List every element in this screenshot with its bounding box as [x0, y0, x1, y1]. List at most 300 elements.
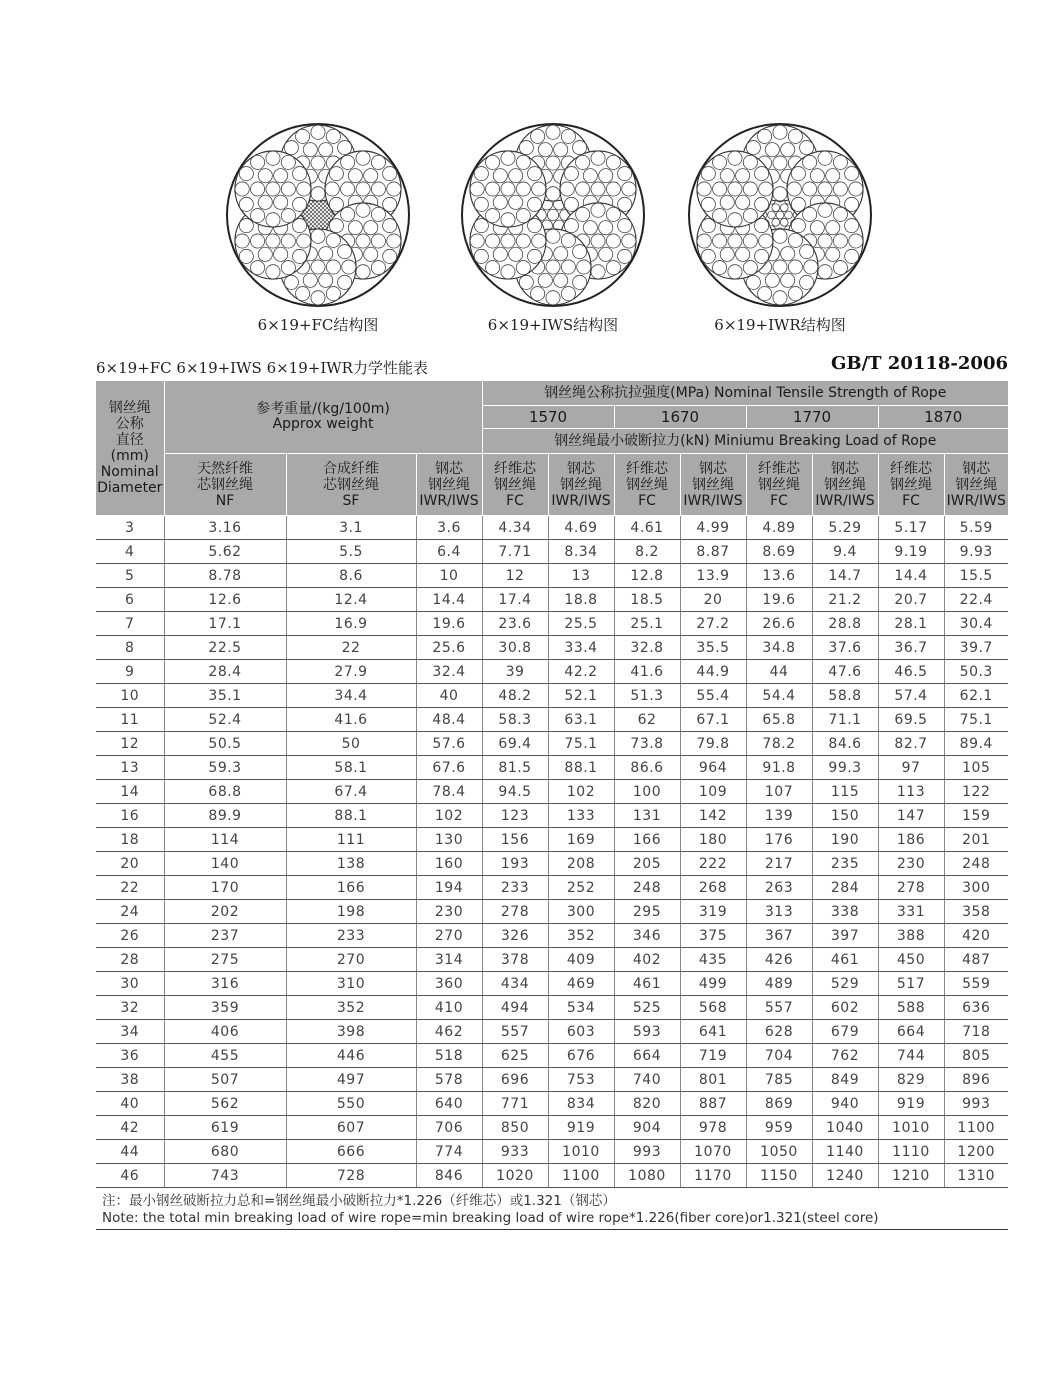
- column-header: 钢芯 钢丝绳 IWR/IWS: [944, 454, 1008, 516]
- value-cell: 109: [680, 780, 746, 804]
- table-row: [96, 588, 1008, 612]
- value-cell: 1050: [746, 1140, 812, 1164]
- value-cell: 1010: [548, 1140, 614, 1164]
- table-row: [96, 564, 1008, 588]
- value-cell: 319: [680, 900, 746, 924]
- value-cell: 139: [746, 804, 812, 828]
- table-row: [96, 684, 1008, 708]
- value-cell: 1100: [944, 1116, 1008, 1140]
- value-cell: 636: [944, 996, 1008, 1020]
- diameter-cell: 26: [96, 924, 164, 948]
- column-header: 纤维芯 钢丝绳 FC: [482, 454, 548, 516]
- value-cell: 22.5: [164, 636, 286, 660]
- value-cell: 1140: [812, 1140, 878, 1164]
- diagram-iwr: [670, 120, 890, 335]
- value-cell: 446: [286, 1044, 416, 1068]
- table-row: [96, 972, 1008, 996]
- diameter-cell: 13: [96, 756, 164, 780]
- table-row: [96, 1116, 1008, 1140]
- table-row: [96, 876, 1008, 900]
- value-cell: 1170: [680, 1164, 746, 1188]
- value-cell: 9.4: [812, 540, 878, 564]
- value-cell: 186: [878, 828, 944, 852]
- value-cell: 904: [614, 1116, 680, 1140]
- column-header: 合成纤维 芯钢丝绳 SF: [286, 454, 416, 516]
- value-cell: 664: [614, 1044, 680, 1068]
- value-cell: 517: [878, 972, 944, 996]
- diameter-cell: 22: [96, 876, 164, 900]
- value-cell: 406: [164, 1020, 286, 1044]
- value-cell: 25.6: [416, 636, 482, 660]
- value-cell: 4.99: [680, 516, 746, 540]
- value-cell: 525: [614, 996, 680, 1020]
- value-cell: 398: [286, 1020, 416, 1044]
- value-cell: 15.5: [944, 564, 1008, 588]
- value-cell: 138: [286, 852, 416, 876]
- value-cell: 696: [482, 1068, 548, 1092]
- value-cell: 5.5: [286, 540, 416, 564]
- value-cell: 32.8: [614, 636, 680, 660]
- value-cell: 5.29: [812, 516, 878, 540]
- diameter-cell: 9: [96, 660, 164, 684]
- value-cell: 17.1: [164, 612, 286, 636]
- value-cell: 455: [164, 1044, 286, 1068]
- diameter-cell: 40: [96, 1092, 164, 1116]
- value-cell: 719: [680, 1044, 746, 1068]
- value-cell: 388: [878, 924, 944, 948]
- diameter-cell: 4: [96, 540, 164, 564]
- value-cell: 1070: [680, 1140, 746, 1164]
- column-header: 钢芯 钢丝绳 IWR/IWS: [812, 454, 878, 516]
- value-cell: 102: [416, 804, 482, 828]
- value-cell: 679: [812, 1020, 878, 1044]
- diameter-cell: 11: [96, 708, 164, 732]
- value-cell: 743: [164, 1164, 286, 1188]
- value-cell: 75.1: [548, 732, 614, 756]
- value-cell: 367: [746, 924, 812, 948]
- value-cell: 1200: [944, 1140, 1008, 1164]
- value-cell: 625: [482, 1044, 548, 1068]
- value-cell: 7.71: [482, 540, 548, 564]
- table-row: [96, 900, 1008, 924]
- value-cell: 8.87: [680, 540, 746, 564]
- value-cell: 801: [680, 1068, 746, 1092]
- table-row: [96, 636, 1008, 660]
- value-cell: 1150: [746, 1164, 812, 1188]
- value-cell: 964: [680, 756, 746, 780]
- value-cell: 919: [548, 1116, 614, 1140]
- value-cell: 588: [878, 996, 944, 1020]
- value-cell: 91.8: [746, 756, 812, 780]
- value-cell: 63.1: [548, 708, 614, 732]
- diagram-caption: 6×19+IWS结构图: [487, 316, 619, 334]
- value-cell: 32.4: [416, 660, 482, 684]
- value-cell: 4.69: [548, 516, 614, 540]
- value-cell: 42.2: [548, 660, 614, 684]
- value-cell: 12.8: [614, 564, 680, 588]
- diameter-cell: 10: [96, 684, 164, 708]
- value-cell: 8.6: [286, 564, 416, 588]
- value-cell: 58.8: [812, 684, 878, 708]
- value-cell: 534: [548, 996, 614, 1020]
- value-cell: 300: [548, 900, 614, 924]
- value-cell: 728: [286, 1164, 416, 1188]
- value-cell: 25.1: [614, 612, 680, 636]
- value-cell: 22: [286, 636, 416, 660]
- value-cell: 47.6: [812, 660, 878, 684]
- value-cell: 469: [548, 972, 614, 996]
- value-cell: 170: [164, 876, 286, 900]
- diagram-caption: 6×19+IWR结构图: [714, 316, 846, 334]
- value-cell: 375: [680, 924, 746, 948]
- value-cell: 12.4: [286, 588, 416, 612]
- diameter-cell: 18: [96, 828, 164, 852]
- diameter-cell: 16: [96, 804, 164, 828]
- value-cell: 25.5: [548, 612, 614, 636]
- column-header: 钢芯 钢丝绳 IWR/IWS: [548, 454, 614, 516]
- value-cell: 122: [944, 780, 1008, 804]
- value-cell: 762: [812, 1044, 878, 1068]
- table-row: [96, 948, 1008, 972]
- value-cell: 270: [286, 948, 416, 972]
- value-cell: 18.5: [614, 588, 680, 612]
- value-cell: 19.6: [746, 588, 812, 612]
- value-cell: 568: [680, 996, 746, 1020]
- value-cell: 26.6: [746, 612, 812, 636]
- value-cell: 6.4: [416, 540, 482, 564]
- value-cell: 52.1: [548, 684, 614, 708]
- value-cell: 744: [878, 1044, 944, 1068]
- value-cell: 518: [416, 1044, 482, 1068]
- table-row: [96, 708, 1008, 732]
- value-cell: 51.3: [614, 684, 680, 708]
- value-cell: 230: [416, 900, 482, 924]
- table-row: [96, 924, 1008, 948]
- grade-header: 1570: [482, 406, 614, 429]
- table-row: [96, 780, 1008, 804]
- value-cell: 23.6: [482, 612, 548, 636]
- diameter-cell: 14: [96, 780, 164, 804]
- value-cell: 5.62: [164, 540, 286, 564]
- value-cell: 111: [286, 828, 416, 852]
- value-cell: 14.4: [878, 564, 944, 588]
- value-cell: 13: [548, 564, 614, 588]
- value-cell: 222: [680, 852, 746, 876]
- value-cell: 434: [482, 972, 548, 996]
- value-cell: 105: [944, 756, 1008, 780]
- diameter-cell: 5: [96, 564, 164, 588]
- value-cell: 160: [416, 852, 482, 876]
- value-cell: 88.1: [286, 804, 416, 828]
- value-cell: 40: [416, 684, 482, 708]
- value-cell: 28.8: [812, 612, 878, 636]
- value-cell: 352: [548, 924, 614, 948]
- diameter-cell: 3: [96, 516, 164, 540]
- value-cell: 771: [482, 1092, 548, 1116]
- value-cell: 81.5: [482, 756, 548, 780]
- value-cell: 36.7: [878, 636, 944, 660]
- value-cell: 774: [416, 1140, 482, 1164]
- value-cell: 18.8: [548, 588, 614, 612]
- value-cell: 9.93: [944, 540, 1008, 564]
- diameter-cell: 42: [96, 1116, 164, 1140]
- value-cell: 846: [416, 1164, 482, 1188]
- value-cell: 67.6: [416, 756, 482, 780]
- value-cell: 14.7: [812, 564, 878, 588]
- value-cell: 156: [482, 828, 548, 852]
- table-row: [96, 732, 1008, 756]
- value-cell: 850: [482, 1116, 548, 1140]
- value-cell: 44: [746, 660, 812, 684]
- grade-header: 1870: [878, 406, 1008, 429]
- value-cell: 397: [812, 924, 878, 948]
- value-cell: 100: [614, 780, 680, 804]
- value-cell: 603: [548, 1020, 614, 1044]
- value-cell: 114: [164, 828, 286, 852]
- value-cell: 22.4: [944, 588, 1008, 612]
- value-cell: 1310: [944, 1164, 1008, 1188]
- value-cell: 3.1: [286, 516, 416, 540]
- value-cell: 21.2: [812, 588, 878, 612]
- value-cell: 34.8: [746, 636, 812, 660]
- value-cell: 55.4: [680, 684, 746, 708]
- iwr-cross-section-icon: [685, 120, 875, 310]
- value-cell: 69.5: [878, 708, 944, 732]
- value-cell: 16.9: [286, 612, 416, 636]
- value-cell: 557: [482, 1020, 548, 1044]
- strength-header: 钢丝绳公称抗拉强度(MPa) Nominal Tensile Strength of Rope: [482, 381, 1008, 406]
- value-cell: 557: [746, 996, 812, 1020]
- value-cell: 201: [944, 828, 1008, 852]
- column-header: 天然纤维 芯钢丝绳 NF: [164, 454, 286, 516]
- value-cell: 62: [614, 708, 680, 732]
- value-cell: 8.2: [614, 540, 680, 564]
- value-cell: 704: [746, 1044, 812, 1068]
- table-row: [96, 1140, 1008, 1164]
- value-cell: 131: [614, 804, 680, 828]
- value-cell: 94.5: [482, 780, 548, 804]
- value-cell: 39: [482, 660, 548, 684]
- value-cell: 34.4: [286, 684, 416, 708]
- value-cell: 233: [482, 876, 548, 900]
- footnote-en: Note: the total min breaking load of wire rope=min breaking load of wire rope*1.226(fiber core)or1.321(steel core): [102, 1210, 879, 1226]
- diameter-cell: 12: [96, 732, 164, 756]
- value-cell: 849: [812, 1068, 878, 1092]
- value-cell: 78.4: [416, 780, 482, 804]
- value-cell: 230: [878, 852, 944, 876]
- grade-header: 1670: [614, 406, 746, 429]
- value-cell: 3.16: [164, 516, 286, 540]
- value-cell: 89.4: [944, 732, 1008, 756]
- value-cell: 86.6: [614, 756, 680, 780]
- value-cell: 268: [680, 876, 746, 900]
- value-cell: 489: [746, 972, 812, 996]
- column-header: 纤维芯 钢丝绳 FC: [746, 454, 812, 516]
- value-cell: 529: [812, 972, 878, 996]
- value-cell: 159: [944, 804, 1008, 828]
- value-cell: 180: [680, 828, 746, 852]
- value-cell: 48.2: [482, 684, 548, 708]
- value-cell: 300: [944, 876, 1008, 900]
- value-cell: 607: [286, 1116, 416, 1140]
- value-cell: 67.4: [286, 780, 416, 804]
- value-cell: 12: [482, 564, 548, 588]
- value-cell: 248: [944, 852, 1008, 876]
- value-cell: 887: [680, 1092, 746, 1116]
- value-cell: 37.6: [812, 636, 878, 660]
- footnote: [102, 1193, 1008, 1227]
- value-cell: 248: [614, 876, 680, 900]
- value-cell: 50: [286, 732, 416, 756]
- diameter-cell: 32: [96, 996, 164, 1020]
- table-row: [96, 1020, 1008, 1044]
- value-cell: 30.8: [482, 636, 548, 660]
- value-cell: 8.34: [548, 540, 614, 564]
- diameter-cell: 36: [96, 1044, 164, 1068]
- value-cell: 57.4: [878, 684, 944, 708]
- footnote-cn: 注：最小钢丝破断拉力总和=钢丝绳最小破断拉力*1.226（纤维芯）或1.321（钢芯）: [102, 1193, 616, 1209]
- value-cell: 805: [944, 1044, 1008, 1068]
- value-cell: 314: [416, 948, 482, 972]
- value-cell: 252: [548, 876, 614, 900]
- table-row: [96, 612, 1008, 636]
- table-row: [96, 540, 1008, 564]
- value-cell: 67.1: [680, 708, 746, 732]
- value-cell: 462: [416, 1020, 482, 1044]
- value-cell: 346: [614, 924, 680, 948]
- value-cell: 205: [614, 852, 680, 876]
- value-cell: 499: [680, 972, 746, 996]
- value-cell: 1240: [812, 1164, 878, 1188]
- value-cell: 193: [482, 852, 548, 876]
- value-cell: 1040: [812, 1116, 878, 1140]
- diagram-row: [0, 120, 1060, 345]
- value-cell: 278: [878, 876, 944, 900]
- value-cell: 740: [614, 1068, 680, 1092]
- value-cell: 435: [680, 948, 746, 972]
- value-cell: 666: [286, 1140, 416, 1164]
- value-cell: 166: [286, 876, 416, 900]
- value-cell: 1080: [614, 1164, 680, 1188]
- value-cell: 829: [878, 1068, 944, 1092]
- value-cell: 461: [812, 948, 878, 972]
- diameter-cell: 20: [96, 852, 164, 876]
- diameter-cell: 34: [96, 1020, 164, 1044]
- value-cell: 10: [416, 564, 482, 588]
- value-cell: 89.9: [164, 804, 286, 828]
- diameter-cell: 38: [96, 1068, 164, 1092]
- value-cell: 27.2: [680, 612, 746, 636]
- table-row: [96, 660, 1008, 684]
- value-cell: 30.4: [944, 612, 1008, 636]
- value-cell: 426: [746, 948, 812, 972]
- value-cell: 331: [878, 900, 944, 924]
- value-cell: 420: [944, 924, 1008, 948]
- breaking-load-header: 钢丝绳最小破断拉力(kN) Miniumu Breaking Load of Rope: [482, 429, 1008, 454]
- value-cell: 316: [164, 972, 286, 996]
- value-cell: 13.6: [746, 564, 812, 588]
- value-cell: 8.69: [746, 540, 812, 564]
- value-cell: 68.8: [164, 780, 286, 804]
- value-cell: 17.4: [482, 588, 548, 612]
- value-cell: 217: [746, 852, 812, 876]
- diameter-cell: 6: [96, 588, 164, 612]
- value-cell: 28.1: [878, 612, 944, 636]
- value-cell: 295: [614, 900, 680, 924]
- value-cell: 78.2: [746, 732, 812, 756]
- value-cell: 358: [944, 900, 1008, 924]
- table-row: [96, 1092, 1008, 1116]
- value-cell: 140: [164, 852, 286, 876]
- value-cell: 4.89: [746, 516, 812, 540]
- value-cell: 194: [416, 876, 482, 900]
- value-cell: 142: [680, 804, 746, 828]
- value-cell: 20.7: [878, 588, 944, 612]
- diameter-cell: 28: [96, 948, 164, 972]
- value-cell: 1010: [878, 1116, 944, 1140]
- value-cell: 235: [812, 852, 878, 876]
- value-cell: 562: [164, 1092, 286, 1116]
- value-cell: 73.8: [614, 732, 680, 756]
- value-cell: 50.3: [944, 660, 1008, 684]
- value-cell: 487: [944, 948, 1008, 972]
- value-cell: 718: [944, 1020, 1008, 1044]
- value-cell: 313: [746, 900, 812, 924]
- value-cell: 57.6: [416, 732, 482, 756]
- column-header: 纤维芯 钢丝绳 FC: [614, 454, 680, 516]
- value-cell: 115: [812, 780, 878, 804]
- value-cell: 14.4: [416, 588, 482, 612]
- value-cell: 198: [286, 900, 416, 924]
- value-cell: 641: [680, 1020, 746, 1044]
- value-cell: 35.1: [164, 684, 286, 708]
- value-cell: 150: [812, 804, 878, 828]
- value-cell: 75.1: [944, 708, 1008, 732]
- value-cell: 65.8: [746, 708, 812, 732]
- value-cell: 39.7: [944, 636, 1008, 660]
- value-cell: 3.6: [416, 516, 482, 540]
- value-cell: 959: [746, 1116, 812, 1140]
- value-cell: 59.3: [164, 756, 286, 780]
- value-cell: 5.17: [878, 516, 944, 540]
- value-cell: 27.9: [286, 660, 416, 684]
- value-cell: 338: [812, 900, 878, 924]
- value-cell: 270: [416, 924, 482, 948]
- weight-header: 参考重量/(kg/100m) Approx weight: [164, 381, 482, 454]
- table-title: 6×19+FC 6×19+IWS 6×19+IWR力学性能表: [96, 359, 428, 377]
- value-cell: 360: [416, 972, 482, 996]
- value-cell: 9.19: [878, 540, 944, 564]
- value-cell: 4.34: [482, 516, 548, 540]
- value-cell: 54.4: [746, 684, 812, 708]
- value-cell: 5.59: [944, 516, 1008, 540]
- value-cell: 50.5: [164, 732, 286, 756]
- table-row: [96, 828, 1008, 852]
- diagram-caption: 6×19+FC结构图: [257, 316, 379, 334]
- value-cell: 640: [416, 1092, 482, 1116]
- value-cell: 706: [416, 1116, 482, 1140]
- value-cell: 176: [746, 828, 812, 852]
- value-cell: 497: [286, 1068, 416, 1092]
- value-cell: 263: [746, 876, 812, 900]
- value-cell: 410: [416, 996, 482, 1020]
- value-cell: 113: [878, 780, 944, 804]
- value-cell: 4.61: [614, 516, 680, 540]
- value-cell: 820: [614, 1092, 680, 1116]
- value-cell: 35.5: [680, 636, 746, 660]
- value-cell: 202: [164, 900, 286, 924]
- value-cell: 494: [482, 996, 548, 1020]
